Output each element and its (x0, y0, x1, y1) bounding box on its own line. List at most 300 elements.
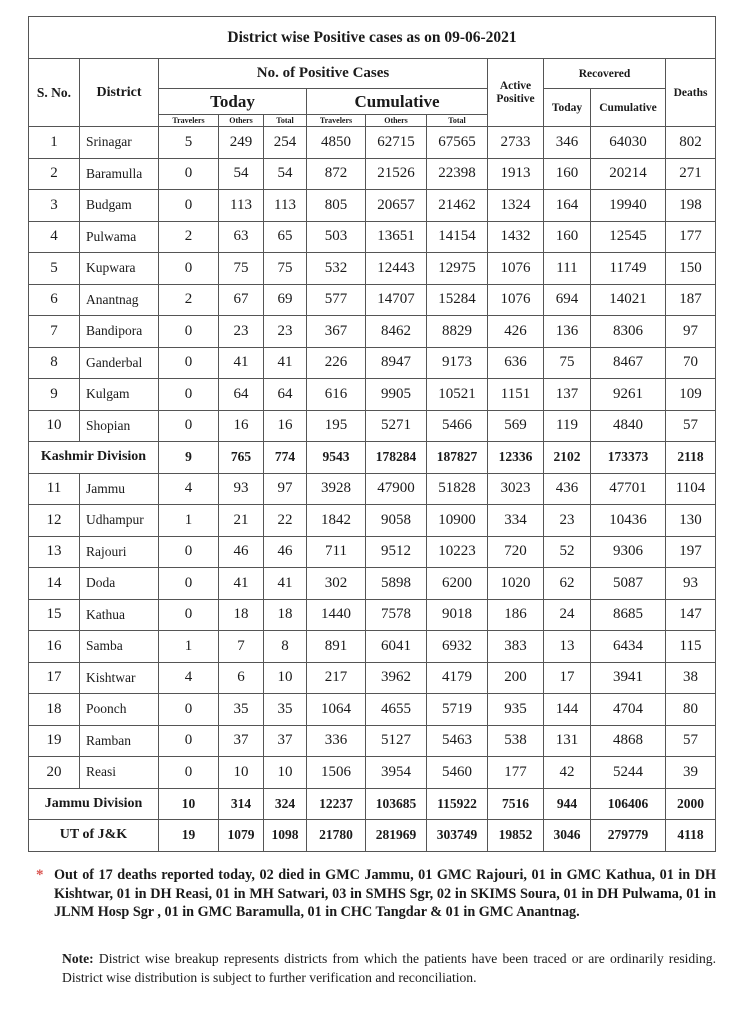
cell-district: Kathua (80, 599, 159, 631)
cell-t-trav: 2 (159, 284, 219, 316)
cell-t-trav: 0 (159, 347, 219, 379)
cell-c-oth: 5127 (366, 725, 427, 757)
cell-r-today: 23 (544, 505, 591, 537)
cell-t-oth: 67 (219, 284, 264, 316)
cell-deaths: 187 (666, 284, 716, 316)
cell-deaths: 198 (666, 190, 716, 222)
cell-t-tot: 37 (264, 725, 307, 757)
kashmir-division-total-row (29, 442, 716, 474)
cell-c-trav: 302 (307, 568, 366, 600)
cell-c-oth: 12443 (366, 253, 427, 285)
cell-t-trav: 0 (159, 410, 219, 442)
cell-t-tot: 75 (264, 253, 307, 285)
cell-c-oth: 5271 (366, 410, 427, 442)
cell-r-cum: 12545 (591, 221, 666, 253)
table-row (29, 379, 716, 411)
cell-r-cum: 64030 (591, 127, 666, 159)
cell-r-cum: 4704 (591, 694, 666, 726)
cell-sno: 5 (29, 253, 80, 285)
cell-c-trav: 217 (307, 662, 366, 694)
note-label: Note: (62, 951, 94, 966)
cell-c-tot: 10223 (427, 536, 488, 568)
cell-r-cum: 11749 (591, 253, 666, 285)
cell-active: 12336 (488, 442, 544, 474)
cell-c-trav: 21780 (307, 820, 366, 852)
cell-c-tot: 22398 (427, 158, 488, 190)
table-row (29, 631, 716, 663)
cell-sno: 17 (29, 662, 80, 694)
cell-r-today: 52 (544, 536, 591, 568)
cell-c-tot: 6200 (427, 568, 488, 600)
cell-r-today: 436 (544, 473, 591, 505)
cell-t-tot: 46 (264, 536, 307, 568)
cell-t-oth: 18 (219, 599, 264, 631)
cell-deaths: 57 (666, 410, 716, 442)
cell-sno: 3 (29, 190, 80, 222)
cell-t-trav: 0 (159, 757, 219, 789)
cell-district: Shopian (80, 410, 159, 442)
cell-t-oth: 249 (219, 127, 264, 159)
cell-r-cum: 19940 (591, 190, 666, 222)
header-active-line2: Positive (496, 92, 535, 105)
cell-active: 636 (488, 347, 544, 379)
cell-c-trav: 12237 (307, 788, 366, 820)
cell-c-oth: 103685 (366, 788, 427, 820)
cell-t-tot: 22 (264, 505, 307, 537)
header-cum-travelers: Travelers (307, 115, 366, 127)
cell-r-cum: 9306 (591, 536, 666, 568)
cell-c-trav: 1842 (307, 505, 366, 537)
cell-r-today: 119 (544, 410, 591, 442)
cell-c-tot: 8829 (427, 316, 488, 348)
cell-c-oth: 178284 (366, 442, 427, 474)
cell-active: 1151 (488, 379, 544, 411)
cell-t-tot: 97 (264, 473, 307, 505)
cell-c-trav: 4850 (307, 127, 366, 159)
cell-t-trav: 9 (159, 442, 219, 474)
cell-r-today: 137 (544, 379, 591, 411)
cell-c-trav: 532 (307, 253, 366, 285)
cell-t-oth: 37 (219, 725, 264, 757)
cell-t-trav: 0 (159, 379, 219, 411)
cell-r-today: 13 (544, 631, 591, 663)
table-row (29, 221, 716, 253)
cell-sno: 12 (29, 505, 80, 537)
cell-c-trav: 577 (307, 284, 366, 316)
cell-c-tot: 51828 (427, 473, 488, 505)
cell-t-trav: 19 (159, 820, 219, 852)
table-row (29, 190, 716, 222)
cell-active: 426 (488, 316, 544, 348)
cell-district: Ramban (80, 725, 159, 757)
cell-c-tot: 115922 (427, 788, 488, 820)
cell-c-trav: 503 (307, 221, 366, 253)
header-positive-cases: No. of Positive Cases (159, 59, 488, 89)
table-row (29, 347, 716, 379)
cell-r-cum: 5087 (591, 568, 666, 600)
cell-district: Kishtwar (80, 662, 159, 694)
cell-c-tot: 6932 (427, 631, 488, 663)
cell-sno: 10 (29, 410, 80, 442)
cell-t-tot: 10 (264, 757, 307, 789)
cell-deaths: 38 (666, 662, 716, 694)
cell-t-tot: 18 (264, 599, 307, 631)
cell-r-today: 944 (544, 788, 591, 820)
cell-t-tot: 54 (264, 158, 307, 190)
cell-t-trav: 4 (159, 473, 219, 505)
cell-c-oth: 6041 (366, 631, 427, 663)
cell-sno: 13 (29, 536, 80, 568)
cell-active: 1432 (488, 221, 544, 253)
cell-active: 538 (488, 725, 544, 757)
header-recovered-today: Today (544, 89, 591, 127)
cell-t-oth: 765 (219, 442, 264, 474)
cell-t-oth: 46 (219, 536, 264, 568)
cell-district: Samba (80, 631, 159, 663)
cell-c-trav: 805 (307, 190, 366, 222)
cell-active: 1324 (488, 190, 544, 222)
jammu-division-total-row (29, 788, 716, 820)
cell-r-cum: 3941 (591, 662, 666, 694)
cell-t-oth: 10 (219, 757, 264, 789)
cell-c-tot: 5719 (427, 694, 488, 726)
cell-c-tot: 12975 (427, 253, 488, 285)
cell-c-oth: 13651 (366, 221, 427, 253)
cell-t-tot: 41 (264, 347, 307, 379)
cell-active: 383 (488, 631, 544, 663)
cell-t-oth: 75 (219, 253, 264, 285)
cell-sno: 14 (29, 568, 80, 600)
cell-district: Kulgam (80, 379, 159, 411)
cell-t-oth: 64 (219, 379, 264, 411)
header-today-travelers: Travelers (159, 115, 219, 127)
cell-deaths: 1104 (666, 473, 716, 505)
header-recovered: Recovered (544, 59, 666, 89)
cell-t-oth: 314 (219, 788, 264, 820)
cell-r-cum: 5244 (591, 757, 666, 789)
cell-deaths: 130 (666, 505, 716, 537)
cell-t-trav: 0 (159, 568, 219, 600)
cell-c-tot: 5466 (427, 410, 488, 442)
cell-t-tot: 10 (264, 662, 307, 694)
cell-active: 1076 (488, 253, 544, 285)
cell-active: 1020 (488, 568, 544, 600)
cell-r-today: 346 (544, 127, 591, 159)
cell-r-today: 694 (544, 284, 591, 316)
cell-c-oth: 9905 (366, 379, 427, 411)
cell-t-tot: 8 (264, 631, 307, 663)
district-cases-table (28, 16, 716, 852)
cell-deaths: 4118 (666, 820, 716, 852)
cell-sno: 2 (29, 158, 80, 190)
cell-deaths: 2118 (666, 442, 716, 474)
cell-t-trav: 0 (159, 725, 219, 757)
cell-deaths: 70 (666, 347, 716, 379)
cell-r-cum: 8306 (591, 316, 666, 348)
cell-c-oth: 9058 (366, 505, 427, 537)
cell-t-oth: 41 (219, 568, 264, 600)
cell-c-tot: 4179 (427, 662, 488, 694)
deaths-footnote (36, 866, 716, 922)
cell-deaths: 57 (666, 725, 716, 757)
cell-c-oth: 5898 (366, 568, 427, 600)
table-row (29, 284, 716, 316)
cell-district: Pulwama (80, 221, 159, 253)
cell-sno: 15 (29, 599, 80, 631)
table-row (29, 127, 716, 159)
cell-r-today: 62 (544, 568, 591, 600)
cell-r-cum: 14021 (591, 284, 666, 316)
cell-t-oth: 16 (219, 410, 264, 442)
cell-t-tot: 65 (264, 221, 307, 253)
cell-active: 3023 (488, 473, 544, 505)
cell-r-today: 136 (544, 316, 591, 348)
cell-deaths: 177 (666, 221, 716, 253)
cell-r-today: 24 (544, 599, 591, 631)
cell-r-today: 131 (544, 725, 591, 757)
cell-c-tot: 9173 (427, 347, 488, 379)
cell-c-tot: 303749 (427, 820, 488, 852)
cell-sno: 8 (29, 347, 80, 379)
cell-r-cum: 47701 (591, 473, 666, 505)
header-cum-others: Others (366, 115, 427, 127)
cell-t-tot: 774 (264, 442, 307, 474)
cell-active: 200 (488, 662, 544, 694)
cell-active: 720 (488, 536, 544, 568)
table-row (29, 253, 716, 285)
cell-t-trav: 2 (159, 221, 219, 253)
cell-deaths: 197 (666, 536, 716, 568)
cell-c-trav: 9543 (307, 442, 366, 474)
cell-r-cum: 6434 (591, 631, 666, 663)
cell-t-oth: 35 (219, 694, 264, 726)
cell-c-trav: 3928 (307, 473, 366, 505)
cell-district: Poonch (80, 694, 159, 726)
cell-sno: 16 (29, 631, 80, 663)
kashmir-division-total-row-label: Kashmir Division (29, 442, 159, 474)
table-row (29, 599, 716, 631)
cell-sno: 9 (29, 379, 80, 411)
cell-active: 177 (488, 757, 544, 789)
cell-t-oth: 21 (219, 505, 264, 537)
cell-t-trav: 1 (159, 631, 219, 663)
table-body (29, 127, 716, 852)
cell-c-tot: 15284 (427, 284, 488, 316)
header-district: District (80, 59, 159, 127)
cell-t-trav: 10 (159, 788, 219, 820)
table-row (29, 662, 716, 694)
cell-sno: 11 (29, 473, 80, 505)
cell-deaths: 150 (666, 253, 716, 285)
asterisk-marker: * (36, 867, 44, 883)
cell-deaths: 2000 (666, 788, 716, 820)
cell-t-tot: 41 (264, 568, 307, 600)
cell-c-oth: 47900 (366, 473, 427, 505)
cell-r-cum: 279779 (591, 820, 666, 852)
table-row (29, 473, 716, 505)
cell-r-cum: 9261 (591, 379, 666, 411)
table-row (29, 158, 716, 190)
header-cumulative: Cumulative (307, 89, 488, 115)
cell-r-cum: 106406 (591, 788, 666, 820)
cell-c-trav: 711 (307, 536, 366, 568)
cell-c-oth: 4655 (366, 694, 427, 726)
cell-c-tot: 10521 (427, 379, 488, 411)
cell-c-oth: 7578 (366, 599, 427, 631)
cell-t-trav: 0 (159, 158, 219, 190)
cell-r-today: 3046 (544, 820, 591, 852)
cell-r-today: 2102 (544, 442, 591, 474)
cell-sno: 19 (29, 725, 80, 757)
cell-t-tot: 23 (264, 316, 307, 348)
cell-active: 19852 (488, 820, 544, 852)
cell-r-cum: 8467 (591, 347, 666, 379)
cell-district: Srinagar (80, 127, 159, 159)
cell-c-oth: 3954 (366, 757, 427, 789)
cell-active: 1076 (488, 284, 544, 316)
cell-c-trav: 1064 (307, 694, 366, 726)
cell-deaths: 802 (666, 127, 716, 159)
header-sno: S. No. (29, 59, 80, 127)
header-today-others: Others (219, 115, 264, 127)
cell-c-tot: 5463 (427, 725, 488, 757)
cell-c-oth: 14707 (366, 284, 427, 316)
cell-r-cum: 4840 (591, 410, 666, 442)
footnote-text: Out of 17 deaths reported today, 02 died in GMC Jammu, 01 GMC Rajouri, 01 in GMC Kathua, 01 in DH Kishtwar, 01 in DH Reasi, 01 in MH Satwari, 03 in SMHS Sgr, 02 in SKIMS Soura, 01 in DH Pulwama, 01 in JLNM Hosp Sgr , 01 in GMC Baramulla, 01 in CHC Tangdar & 01 in GMC Anantnag. (54, 867, 716, 920)
cell-t-oth: 1079 (219, 820, 264, 852)
cell-r-today: 111 (544, 253, 591, 285)
cell-sno: 1 (29, 127, 80, 159)
cell-district: Baramulla (80, 158, 159, 190)
cell-t-trav: 0 (159, 599, 219, 631)
note-text: District wise breakup represents districts from which the patients have been traced or are ordinarily residing. District wise distribution is subject to further verification and reconciliation. (62, 951, 716, 985)
table-row (29, 536, 716, 568)
cell-district: Doda (80, 568, 159, 600)
cell-t-oth: 23 (219, 316, 264, 348)
cell-c-trav: 1440 (307, 599, 366, 631)
table-row (29, 505, 716, 537)
cell-active: 1913 (488, 158, 544, 190)
cell-t-trav: 0 (159, 253, 219, 285)
header-cum-total: Total (427, 115, 488, 127)
cell-t-tot: 16 (264, 410, 307, 442)
cell-sno: 6 (29, 284, 80, 316)
cell-c-tot: 187827 (427, 442, 488, 474)
table-title: District wise Positive cases as on 09-06-2021 (29, 17, 716, 59)
table-row (29, 410, 716, 442)
cell-r-today: 144 (544, 694, 591, 726)
cell-r-cum: 20214 (591, 158, 666, 190)
cell-t-trav: 0 (159, 316, 219, 348)
cell-t-trav: 5 (159, 127, 219, 159)
cell-t-tot: 254 (264, 127, 307, 159)
cell-c-trav: 195 (307, 410, 366, 442)
cell-sno: 18 (29, 694, 80, 726)
cell-district: Reasi (80, 757, 159, 789)
cell-t-oth: 6 (219, 662, 264, 694)
cell-deaths: 39 (666, 757, 716, 789)
cell-t-tot: 1098 (264, 820, 307, 852)
cell-t-tot: 64 (264, 379, 307, 411)
cell-sno: 20 (29, 757, 80, 789)
cell-t-tot: 113 (264, 190, 307, 222)
cell-c-tot: 10900 (427, 505, 488, 537)
ut-total-row (29, 820, 716, 852)
cell-deaths: 147 (666, 599, 716, 631)
header-active-line1: Active (499, 79, 532, 92)
cell-c-tot: 5460 (427, 757, 488, 789)
cell-c-trav: 367 (307, 316, 366, 348)
cell-c-oth: 9512 (366, 536, 427, 568)
header-today: Today (159, 89, 307, 115)
ut-total-row-label: UT of J&K (29, 820, 159, 852)
cell-c-oth: 8462 (366, 316, 427, 348)
cell-r-today: 17 (544, 662, 591, 694)
cell-district: Anantnag (80, 284, 159, 316)
cell-c-oth: 62715 (366, 127, 427, 159)
cell-r-cum: 4868 (591, 725, 666, 757)
cell-c-oth: 21526 (366, 158, 427, 190)
cell-active: 935 (488, 694, 544, 726)
note (62, 950, 716, 987)
cell-r-cum: 8685 (591, 599, 666, 631)
cell-t-oth: 41 (219, 347, 264, 379)
cell-t-trav: 1 (159, 505, 219, 537)
cell-r-today: 164 (544, 190, 591, 222)
cell-r-cum: 173373 (591, 442, 666, 474)
cell-active: 186 (488, 599, 544, 631)
cell-active: 569 (488, 410, 544, 442)
cell-sno: 4 (29, 221, 80, 253)
cell-deaths: 109 (666, 379, 716, 411)
cell-deaths: 93 (666, 568, 716, 600)
cell-r-cum: 10436 (591, 505, 666, 537)
cell-t-oth: 63 (219, 221, 264, 253)
cell-r-today: 42 (544, 757, 591, 789)
cell-district: Jammu (80, 473, 159, 505)
cell-t-trav: 4 (159, 662, 219, 694)
cell-r-today: 160 (544, 158, 591, 190)
header-active-positive (488, 59, 544, 127)
jammu-division-total-row-label: Jammu Division (29, 788, 159, 820)
cell-deaths: 80 (666, 694, 716, 726)
cell-t-oth: 93 (219, 473, 264, 505)
cell-t-trav: 0 (159, 694, 219, 726)
header-deaths: Deaths (666, 59, 716, 127)
cell-t-oth: 54 (219, 158, 264, 190)
header-today-total: Total (264, 115, 307, 127)
cell-district: Kupwara (80, 253, 159, 285)
table-row (29, 694, 716, 726)
cell-active: 2733 (488, 127, 544, 159)
cell-deaths: 115 (666, 631, 716, 663)
cell-c-oth: 281969 (366, 820, 427, 852)
cell-t-oth: 113 (219, 190, 264, 222)
cell-c-trav: 226 (307, 347, 366, 379)
cell-c-trav: 616 (307, 379, 366, 411)
cell-active: 334 (488, 505, 544, 537)
cell-district: Budgam (80, 190, 159, 222)
cell-r-today: 75 (544, 347, 591, 379)
cell-c-tot: 14154 (427, 221, 488, 253)
table-row (29, 568, 716, 600)
cell-c-tot: 21462 (427, 190, 488, 222)
cell-r-today: 160 (544, 221, 591, 253)
cell-t-tot: 69 (264, 284, 307, 316)
cell-district: Bandipora (80, 316, 159, 348)
cell-c-trav: 336 (307, 725, 366, 757)
cell-c-oth: 3962 (366, 662, 427, 694)
